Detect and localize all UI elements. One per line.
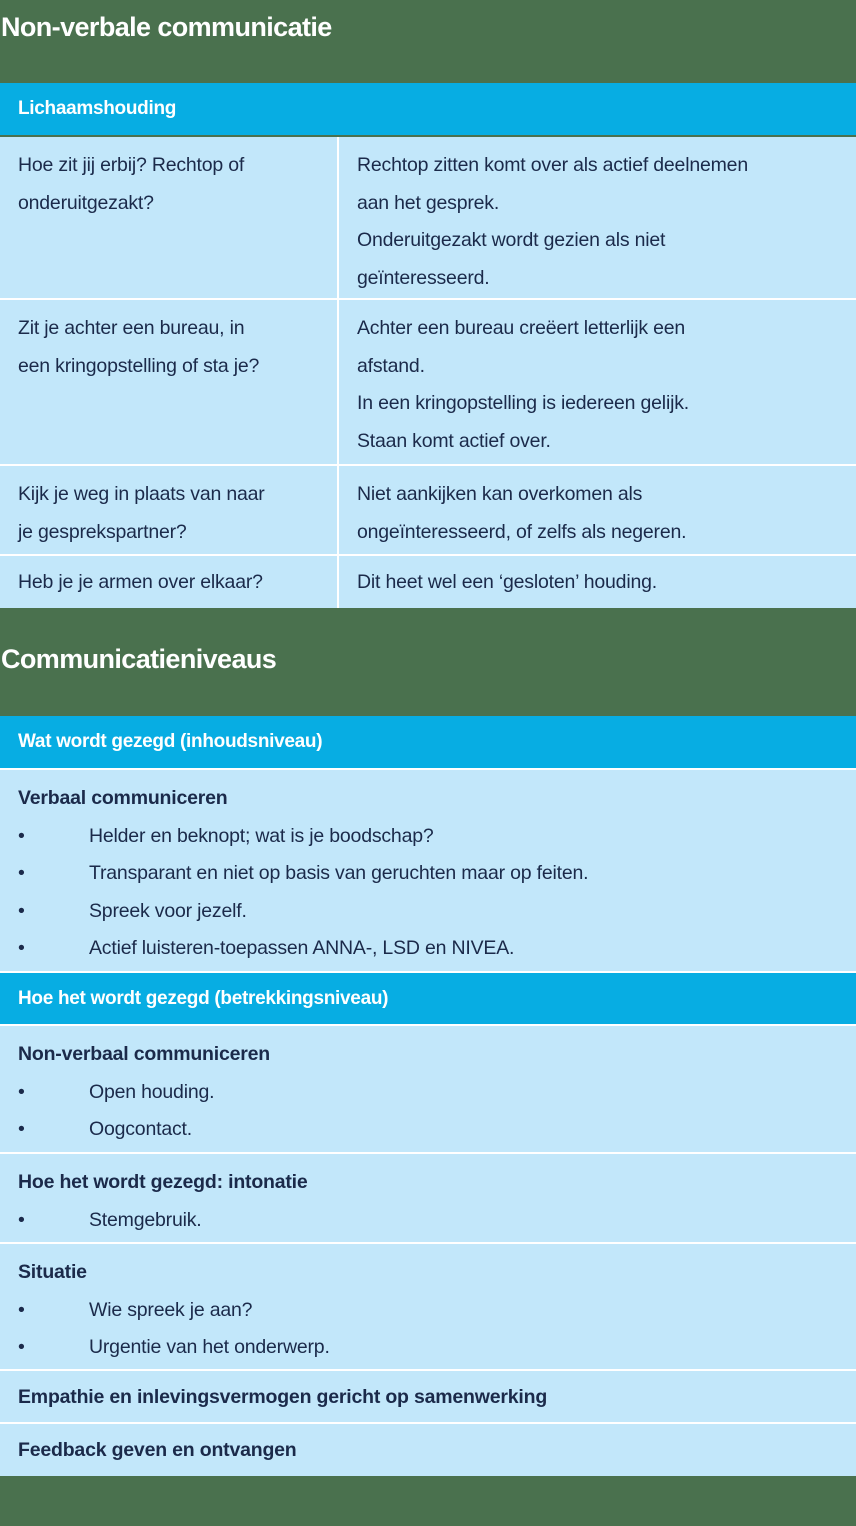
list-item	[18, 818, 838, 856]
list-item	[18, 1292, 838, 1330]
table-row	[0, 556, 856, 608]
table-header-lichaamshouding: Lichaamshouding	[0, 83, 856, 135]
bullet-icon: •	[18, 1080, 25, 1103]
list-item	[18, 893, 838, 931]
block-title: Feedback geven en ontvangen	[18, 1439, 297, 1461]
question-cell	[0, 466, 337, 554]
list-item	[18, 1329, 838, 1367]
list-item-text: Helder en beknopt; wat is je boodschap?	[89, 824, 434, 847]
answer-line: ongeïnteresseerd, of zelfs als negeren.	[357, 520, 687, 543]
levels-table	[0, 716, 856, 1476]
answer-cell	[339, 466, 856, 554]
answer-line: In een kringopstelling is iedereen gelijk.	[357, 392, 689, 414]
bullet-icon: •	[18, 937, 25, 959]
verbal-block	[0, 770, 856, 971]
question-line: Zit je achter een bureau, in	[18, 317, 245, 339]
bullet-icon: •	[18, 1298, 25, 1321]
list-item-text: Transparant en niet op basis van geruchten maar op feiten.	[89, 862, 589, 884]
answer-line: Staan komt actief over.	[357, 429, 551, 452]
answer-line: aan het gesprek.	[357, 191, 500, 214]
bullet-icon: •	[18, 899, 25, 922]
section-title-nonverbal: Non-verbale communicatie	[1, 12, 332, 42]
feedback-block	[0, 1424, 856, 1476]
block-title: Hoe het wordt gezegd: intonatie	[18, 1171, 308, 1193]
question-line: je gesprekspartner?	[18, 520, 187, 543]
question-cell	[0, 137, 337, 298]
situation-block	[0, 1244, 856, 1369]
question-line: Hoe zit jij erbij? Rechtop of	[18, 154, 245, 176]
block-title: Verbaal communiceren	[18, 787, 228, 809]
table-row	[0, 466, 856, 554]
empathy-block	[0, 1371, 856, 1422]
list-item-text: Wie spreek je aan?	[89, 1298, 253, 1321]
list-item-text: Open houding.	[89, 1080, 215, 1103]
answer-line: afstand.	[357, 354, 425, 377]
answer-line: Achter een bureau creëert letterlijk een	[357, 317, 686, 339]
block-title: Non-verbaal communiceren	[18, 1043, 271, 1065]
section-title-levels: Communicatieniveaus	[1, 644, 277, 674]
list-item-text: Spreek voor jezelf.	[89, 899, 247, 922]
bullet-icon: •	[18, 862, 25, 884]
question-line: onderuitgezakt?	[18, 191, 154, 214]
table-header-content-level: Wat wordt gezegd (inhoudsniveau)	[0, 716, 856, 768]
intonation-block	[0, 1154, 856, 1242]
list-item	[18, 1202, 838, 1240]
block-title: Empathie en inlevingsvermogen gericht op samenwerking	[18, 1386, 548, 1408]
list-item-text: Oogcontact.	[89, 1118, 192, 1140]
answer-line: Onderuitgezakt wordt gezien als niet	[357, 229, 666, 251]
list-item	[18, 1074, 838, 1112]
list-item-text: Urgentie van het onderwerp.	[89, 1336, 330, 1358]
list-item	[18, 930, 838, 968]
list-item	[18, 1111, 838, 1149]
bullet-icon: •	[18, 1118, 25, 1140]
answer-line: geïnteresseerd.	[357, 266, 490, 289]
list-item-text: Actief luisteren-toepassen ANNA-, LSD en NIVEA.	[89, 937, 515, 959]
question-line: Kijk je weg in plaats van naar	[18, 483, 265, 505]
bullet-icon: •	[18, 1336, 25, 1358]
table-row	[0, 300, 856, 464]
bullet-icon: •	[18, 1208, 25, 1231]
answer-line: Niet aankijken kan overkomen als	[357, 483, 643, 505]
list-item	[18, 855, 838, 893]
question-line: een kringopstelling of sta je?	[18, 354, 260, 377]
answer-cell	[339, 300, 856, 464]
answer-line: Rechtop zitten komt over als actief deelnemen	[357, 154, 748, 176]
posture-table	[0, 137, 856, 608]
question-line: Heb je je armen over elkaar?	[18, 571, 263, 593]
nonverbal-block	[0, 1026, 856, 1152]
question-cell	[0, 556, 337, 608]
answer-cell	[339, 556, 856, 608]
table-header-relation-level: Hoe het wordt gezegd (betrekkingsniveau)	[0, 973, 856, 1024]
list-item-text: Stemgebruik.	[89, 1208, 202, 1231]
answer-line: Dit heet wel een ‘gesloten’ houding.	[357, 571, 657, 593]
bullet-icon: •	[18, 824, 25, 847]
answer-cell	[339, 137, 856, 298]
question-cell	[0, 300, 337, 464]
table-row	[0, 137, 856, 298]
block-title: Situatie	[18, 1261, 87, 1283]
